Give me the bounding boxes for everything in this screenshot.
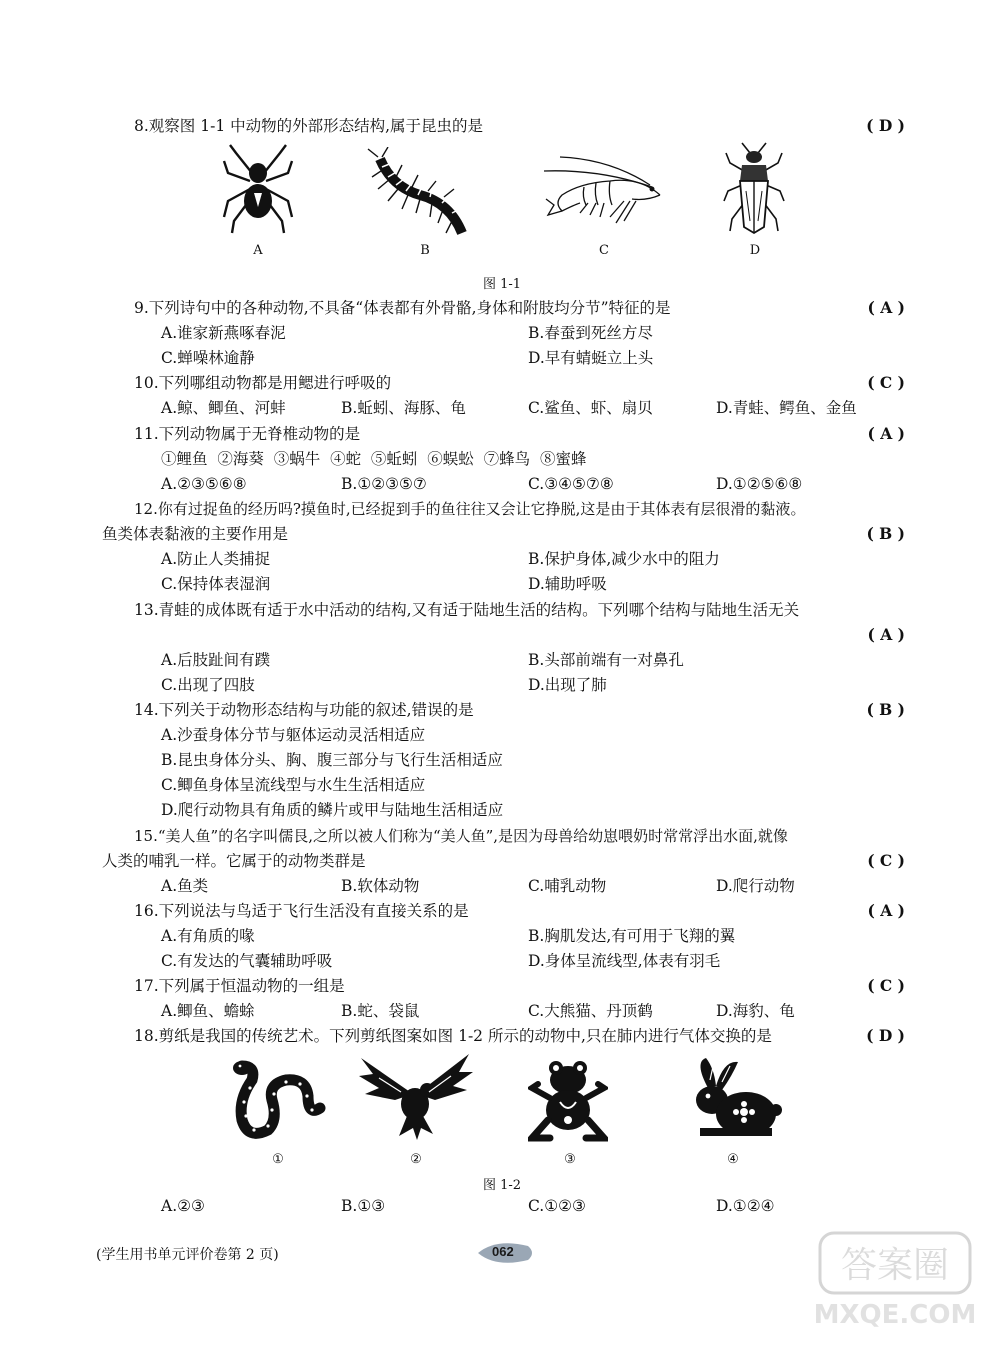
q9-option-d: D.早有蜻蜓立上头	[528, 349, 654, 367]
q15-option-a: A.鱼类	[161, 877, 209, 895]
q15-option-b: B.软体动物	[341, 877, 420, 895]
q15-option-c: C.哺乳动物	[528, 877, 607, 895]
svg-text:MXQE.COM: MXQE.COM	[813, 1300, 977, 1330]
q16-stem: 16.下列说法与鸟适于飞行生活没有直接关系的是	[134, 902, 469, 920]
q17-option-d: D.海豹、龟	[716, 1002, 795, 1020]
fig2-label-4: ④	[727, 1152, 739, 1167]
q12-option-b: B.保护身体,减少水中的阻力	[528, 550, 720, 568]
q11-option-d: D.①②⑤⑥⑧	[716, 475, 803, 493]
centipede-icon	[362, 147, 482, 239]
q17-option-a: A.鲫鱼、蟾蜍	[161, 1002, 255, 1020]
q9-option-a: A.谁家新燕啄春泥	[161, 324, 286, 342]
q12-option-a: A.防止人类捕捉	[161, 550, 271, 568]
q16-option-a: A.有角质的喙	[161, 927, 255, 945]
shrimp-icon	[540, 155, 670, 227]
q10-option-a: A.鲸、鲫鱼、河蚌	[161, 399, 286, 417]
snake-icon	[228, 1060, 328, 1144]
q11-option-c: C.③④⑤⑦⑧	[528, 475, 614, 493]
q13-option-a: A.后肢趾间有蹼	[161, 651, 271, 669]
q15-stem-line2: 人类的哺乳一样。它属于的动物类群是	[102, 852, 366, 870]
q10-stem: 10.下列哪组动物都是用鳃进行呼吸的	[134, 374, 392, 392]
q9-option-c: C.蝉噪林逾静	[161, 349, 255, 367]
q12-stem-line2: 鱼类体表黏液的主要作用是	[102, 525, 289, 543]
q11-option-b: B.①②③⑤⑦	[341, 475, 427, 493]
q18-option-b: B.①③	[341, 1197, 386, 1215]
q17-option-c: C.大熊猫、丹顶鹤	[528, 1002, 653, 1020]
q11-items: ①鲤鱼 ②海葵 ③蜗牛 ④蛇 ⑤蚯蚓 ⑥蜈蚣 ⑦蜂鸟 ⑧蜜蜂	[161, 450, 587, 468]
svg-text:答案圈: 答案圈	[840, 1245, 950, 1286]
fig1-label-c: C	[599, 243, 609, 258]
spider-icon	[222, 143, 294, 235]
q10-option-b: B.蚯蚓、海豚、龟	[341, 399, 466, 417]
q16-option-c: C.有发达的气囊辅助呼吸	[161, 952, 333, 970]
q14-answer: ( B )	[866, 700, 905, 719]
q13-answer: ( A )	[867, 625, 905, 644]
q12-stem-line1: 12.你有过捉鱼的经历吗?摸鱼时,已经捉到手的鱼往往又会让它挣脱,这是由于其体表有层很滑的黏液。	[134, 500, 806, 518]
q18-stem: 18.剪纸是我国的传统艺术。下列剪纸图案如图 1-2 所示的动物中,只在肺内进行气体交换的是	[134, 1027, 772, 1045]
q17-stem: 17.下列属于恒温动物的一组是	[134, 977, 345, 995]
fig1-caption: 图 1-1	[483, 277, 522, 292]
insect-icon	[722, 141, 786, 237]
q14-stem: 14.下列关于动物形态结构与功能的叙述,错误的是	[134, 701, 474, 719]
q8-stem: 8.观察图 1-1 中动物的外部形态结构,属于昆虫的是	[134, 117, 484, 135]
q15-option-d: D.爬行动物	[716, 877, 795, 895]
q14-option-a: A.沙蚕身体分节与躯体运动灵活相适应	[161, 726, 426, 744]
q13-option-d: D.出现了肺	[528, 676, 607, 694]
q18-answer: ( D )	[866, 1026, 905, 1045]
q15-stem-line1: 15.“美人鱼”的名字叫儒艮,之所以被人们称为“美人鱼”,是因为母兽给幼崽喂奶时常常浮出水面,就像	[134, 827, 788, 845]
q8-answer: ( D )	[866, 116, 905, 135]
q11-answer: ( A )	[867, 424, 905, 443]
q10-option-d: D.青蛙、鳄鱼、金鱼	[716, 399, 857, 417]
q10-answer: ( C )	[867, 373, 905, 392]
q12-option-c: C.保持体表湿润	[161, 575, 271, 593]
page-number-badge	[476, 1240, 536, 1266]
q15-answer: ( C )	[867, 851, 905, 870]
q12-option-d: D.辅助呼吸	[528, 575, 607, 593]
eagle-icon	[355, 1054, 475, 1144]
fig2-caption: 图 1-2	[483, 1178, 522, 1193]
q16-answer: ( A )	[867, 901, 905, 920]
watermark-logo	[810, 1225, 980, 1335]
frog-icon	[528, 1058, 608, 1144]
q14-option-d: D.爬行动物具有角质的鳞片或甲与陆地生活相适应	[161, 801, 504, 819]
q16-option-d: D.身体呈流线型,体表有羽毛	[528, 952, 721, 970]
fig2-label-3: ③	[564, 1152, 576, 1167]
q13-stem: 13.青蛙的成体既有适于水中活动的结构,又有适于陆地生活的结构。下列哪个结构与陆地生活无关	[134, 601, 800, 619]
q11-option-a: A.②③⑤⑥⑧	[161, 475, 247, 493]
q13-option-b: B.头部前端有一对鼻孔	[528, 651, 684, 669]
q14-option-b: B.昆虫身体分头、胸、腹三部分与飞行生活相适应	[161, 751, 503, 769]
q10-option-c: C.鲨鱼、虾、扇贝	[528, 399, 653, 417]
fig1-label-d: D	[749, 243, 761, 258]
q13-option-c: C.出现了四肢	[161, 676, 255, 694]
q18-option-c: C.①②③	[528, 1197, 586, 1215]
q18-option-a: A.②③	[161, 1197, 205, 1215]
q18-option-d: D.①②④	[716, 1197, 775, 1215]
q16-option-b: B.胸肌发达,有可用于飞翔的翼	[528, 927, 736, 945]
q17-answer: ( C )	[867, 976, 905, 995]
footer-note: (学生用书单元评价卷第 2 页)	[96, 1247, 279, 1263]
q12-answer: ( B )	[866, 524, 905, 543]
page-number: 062	[492, 1244, 514, 1259]
q9-answer: ( A )	[867, 298, 905, 317]
fig2-label-1: ①	[272, 1152, 284, 1167]
q9-option-b: B.春蚕到死丝方尽	[528, 324, 653, 342]
q9-stem: 9.下列诗句中的各种动物,不具备“体表都有外骨骼,身体和附肢均分节”特征的是	[134, 299, 671, 317]
fig2-label-2: ②	[410, 1152, 422, 1167]
q14-option-c: C.鲫鱼身体呈流线型与水生生活相适应	[161, 776, 426, 794]
fig1-label-b: B	[420, 243, 430, 258]
q17-option-b: B.蛇、袋鼠	[341, 1002, 420, 1020]
rabbit-icon	[684, 1056, 784, 1142]
q11-stem: 11.下列动物属于无脊椎动物的是	[134, 425, 361, 443]
fig1-label-a: A	[253, 243, 263, 258]
